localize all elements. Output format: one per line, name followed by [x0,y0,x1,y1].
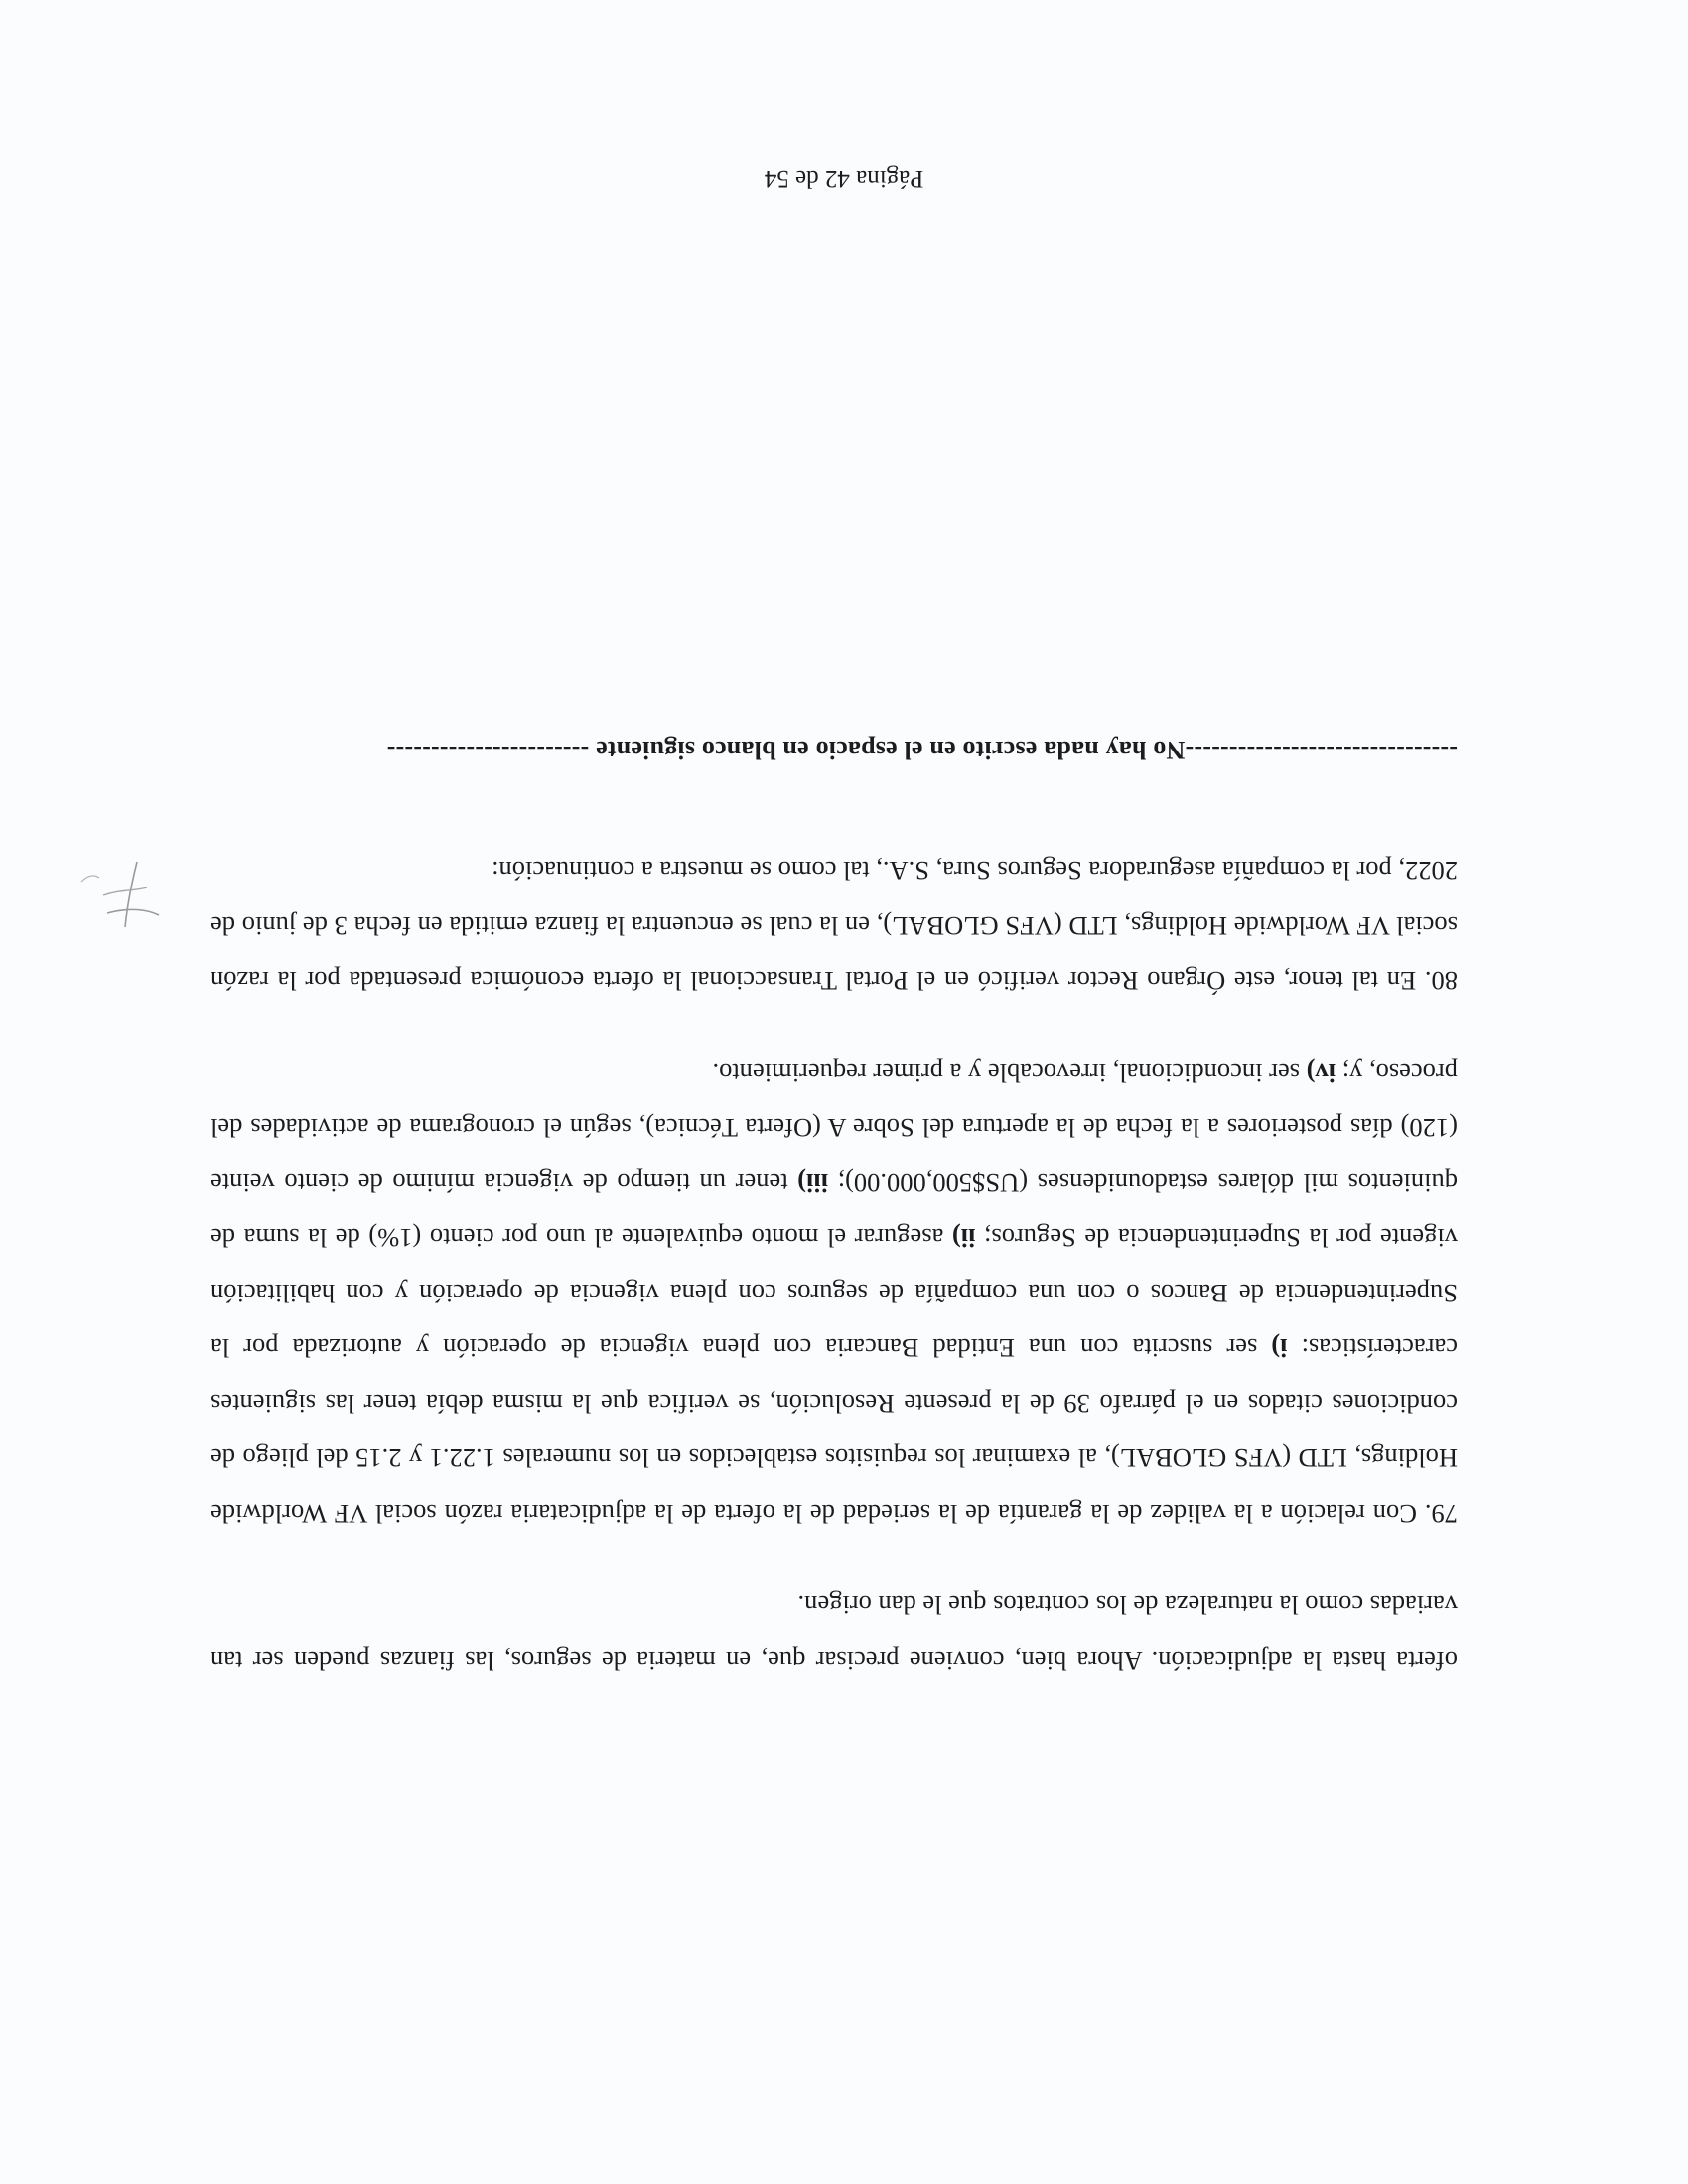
item-text-ii: asegurar el monto equivalente al uno por ciento (1%) de la suma de quinientos mil dólares estadounidenses (US$500,000.00); [211,1168,1458,1254]
item-text-iv: ser incondicional, irrevocable y a primer requerimiento. [712,1058,1307,1088]
paragraph-continuation: oferta hasta la adjudicación. Ahora bien, conviene precisar que, en materia de seguros, las fianzas pueden ser tan variadas como la naturaleza de los contratos que le dan origen. [211,1590,1458,1676]
paragraph-80 [211,843,1458,1009]
paragraph-79-number: 79. [1424,1499,1458,1529]
paragraph-80-text: En tal tenor, este Órgano Rector verificó en el Portal Transaccional la oferta económica presentada por la razón social VF Worldwide Holdings, LTD (VFS GLOBAL), en la cual se encuentra la fianza emitida en fecha 3 de junio de 2022, por la compañía aseguradora Seguros Sura, S.A., tal como se muestra a continuación: [211,856,1458,997]
item-text-i: ser suscrita con una Entidad Bancaria con plena vigencia de operación y autorizada por la Superintendencia de Bancos o con una compañía de seguros con plena vigencia de operación y con habilitación vigente por la Superintendencia de Seguros; [211,1223,1458,1364]
paragraph-79 [211,1045,1458,1542]
paragraph-80-number: 80. [1424,966,1458,997]
document-body [211,730,1458,1688]
paragraph-79-intro: Con relación a la validez de la garantía de la seriedad de la oferta de la adjudicataria razón social VF Worldwide Holdings, LTD (VFS GLOBAL), al examinar los requisitos establecidos en los numerales 1.22.1 y 2.15 del pliego de condiciones citados en el párrafo 39 de la presente Resolución, se verifica que la misma debía tener las siguientes características: [211,1333,1458,1529]
item-text-iii: tener un tiempo de vigencia mínimo de ciento veinte (120) días posteriores a la fecha de la apertura del Sobre A (Oferta Técnica), según el cronograma de actividades del proceso, y; [211,1058,1458,1198]
blank-space-note: -------------------------------No hay nada escrito en el espacio en blanco siguiente ----------------------- [386,736,1458,764]
page-number-footer: Página 42 de 54 [764,165,924,192]
item-marker-iv: iv) [1306,1058,1336,1088]
handwritten-initials-mark [68,846,177,935]
item-marker-i: i) [1271,1333,1288,1364]
item-marker-iii: iii) [797,1168,829,1198]
item-marker-ii: ii) [951,1223,976,1254]
